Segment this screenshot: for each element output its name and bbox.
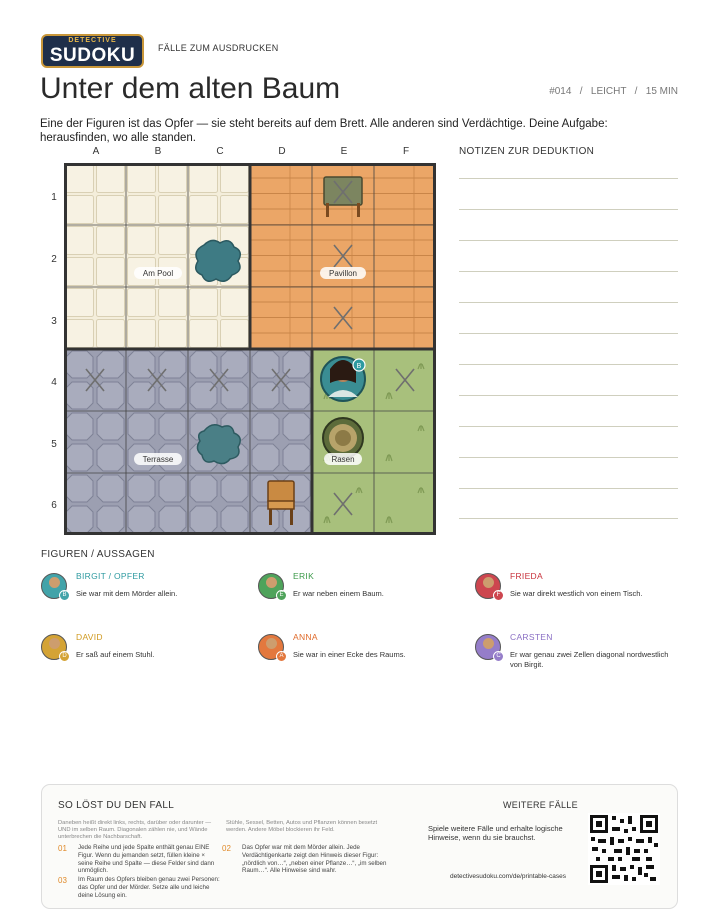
- avatar-face: [483, 638, 494, 649]
- suspect-avatar: [258, 573, 284, 599]
- avatar-face: [49, 577, 60, 588]
- col-header-e: E: [340, 146, 348, 157]
- footer-intro-2: Stühle, Sessel, Betten, Autos und Pflanzen können besetzt werden. Andere Möbel blockieren ihr Feld.: [226, 820, 378, 833]
- kicker: FÄLLE ZUM AUSDRUCKEN: [158, 43, 279, 53]
- qr-code-icon: [588, 813, 660, 885]
- meta-separator: /: [579, 86, 583, 97]
- note-line: [459, 302, 678, 303]
- suspect-badge: D: [59, 651, 70, 662]
- suspect-badge: F: [493, 590, 504, 601]
- suspect-card: [475, 630, 675, 675]
- footer-intro: Daneben heißt direkt links, rechts, darüber oder darunter — UND im selben Raum. Diagonalen zählen nie, und Wände unterbrechen die Nachbarschaft.: [58, 820, 212, 840]
- suspect-badge: A: [276, 651, 287, 662]
- page-title: Unter dem alten Baum: [40, 72, 341, 105]
- suspect-badge: E: [276, 590, 287, 601]
- room-label-lawn: Rasen: [331, 455, 355, 464]
- room-label-pool: Am Pool: [142, 269, 174, 278]
- avatar-face: [266, 638, 277, 649]
- difficulty: LEICHT: [590, 86, 627, 97]
- suspect-badge: C: [493, 651, 504, 662]
- note-line: [459, 271, 678, 272]
- row-header-1: 1: [51, 192, 57, 203]
- footer-heading: SO LÖST DU DEN FALL: [58, 800, 175, 811]
- suspect-statement: Sie war in einer Ecke des Raums.: [293, 650, 406, 659]
- note-line: [459, 488, 678, 489]
- suspect-avatar: [475, 634, 501, 660]
- suspect-statement: Sie war mit dem Mörder allein.: [76, 589, 178, 598]
- suspect-name: CARSTEN: [510, 632, 553, 642]
- suspect-statement: Sie war direkt westlich von einem Tisch.: [510, 589, 643, 598]
- rule-number: 01: [58, 844, 67, 853]
- suspect-statement: Er war neben einem Baum.: [293, 589, 384, 598]
- suspect-name: FRIEDA: [510, 571, 543, 581]
- suspect-card: [258, 569, 458, 614]
- note-line: [459, 240, 678, 241]
- suspect-statement: Er war genau zwei Zellen diagonal nordwestlich von Birgit.: [510, 650, 669, 669]
- suspect-badge: B: [59, 590, 70, 601]
- logo: [41, 34, 144, 68]
- col-header-b: B: [154, 146, 162, 157]
- duration: 15 MIN: [645, 86, 678, 97]
- more-cases-link[interactable]: detectivesudoku.com/de/printable-cases: [450, 873, 566, 880]
- suspect-avatar: [41, 573, 67, 599]
- intro-text: Eine der Figuren ist das Opfer — sie steht bereits auf dem Brett. Alle anderen sind Verdächtige. Deine Aufgabe: herausfinden, wo alle standen.: [40, 118, 608, 144]
- suspect-card: [41, 630, 241, 675]
- suspect-card: [258, 630, 458, 675]
- avatar-face: [49, 638, 60, 649]
- note-line: [459, 395, 678, 396]
- col-header-f: F: [402, 146, 410, 157]
- suspect-avatar: [41, 634, 67, 660]
- puddle-icon: [197, 425, 240, 464]
- suspect-avatar: [475, 573, 501, 599]
- logo-main-text: SUDOKU: [49, 45, 136, 66]
- suspect-card: [475, 569, 675, 614]
- suspect-name: BIRGIT / OPFER: [76, 571, 145, 581]
- case-number: #014: [549, 86, 572, 97]
- row-header-2: 2: [51, 254, 57, 265]
- row-header-3: 3: [51, 316, 57, 327]
- row-header-4: 4: [51, 377, 57, 388]
- more-cases-text: Spiele weitere Fälle und erhalte logische Hinweise, wenn du sie brauchst.: [428, 824, 563, 842]
- victim-token: [321, 357, 365, 401]
- suspect-avatar: [258, 634, 284, 660]
- rule-text: Jede Reihe und jede Spalte enthält genau EINE Figur. Wenn du jemanden setzt, füllen kleine × seine Reihe und Spalte — diese Felder sind dann unmöglich.: [78, 844, 215, 875]
- suspects-heading: FIGUREN / AUSSAGEN: [41, 549, 155, 560]
- tree-icon: [323, 418, 363, 458]
- col-header-c: C: [216, 146, 224, 157]
- more-cases-heading: WEITERE FÄLLE: [503, 800, 578, 810]
- rule-number: 03: [58, 876, 67, 885]
- note-line: [459, 364, 678, 365]
- water-pool-icon: [196, 240, 241, 281]
- col-header-a: A: [92, 146, 100, 157]
- notes-heading: NOTIZEN ZUR DEDUKTION: [459, 146, 595, 157]
- note-line: [459, 426, 678, 427]
- note-line: [459, 178, 678, 179]
- rule-text: Das Opfer war mit dem Mörder allein. Jede Verdächtigenkarte zeigt den Hinweis dieser Figur: „nördlich von…“, „neben einer Pflanze…“, „im selben Raum…“. Alle Hinweise sind wahr.: [242, 844, 387, 875]
- rule-number: 02: [222, 844, 231, 853]
- case-meta: [520, 86, 678, 97]
- meta-separator: /: [634, 86, 638, 97]
- suspect-name: DAVID: [76, 632, 103, 642]
- note-line: [459, 518, 678, 519]
- suspect-card: [41, 569, 241, 614]
- note-line: [459, 333, 678, 334]
- avatar-face: [483, 577, 494, 588]
- suspect-statement: Er saß auf einem Stuhl.: [76, 650, 155, 659]
- avatar-face: [266, 577, 277, 588]
- rule-text: Im Raum des Opfers bleiben genau zwei Personen: das Opfer und der Mörder. Setze alle und leiche deine Lösung ein.: [78, 876, 220, 899]
- suspect-name: ERIK: [293, 571, 315, 581]
- row-header-5: 5: [51, 439, 57, 450]
- note-line: [459, 209, 678, 210]
- col-header-d: D: [278, 146, 286, 157]
- note-line: [459, 457, 678, 458]
- game-board: [64, 163, 436, 535]
- row-header-6: 6: [51, 500, 57, 511]
- room-label-pavilion: Pavillon: [328, 269, 358, 278]
- logo-top-text: DETECTIVE: [68, 37, 117, 44]
- room-label-terrace: Terrasse: [142, 455, 174, 464]
- victim-badge-letter: B: [356, 363, 362, 370]
- suspect-name: ANNA: [293, 632, 318, 642]
